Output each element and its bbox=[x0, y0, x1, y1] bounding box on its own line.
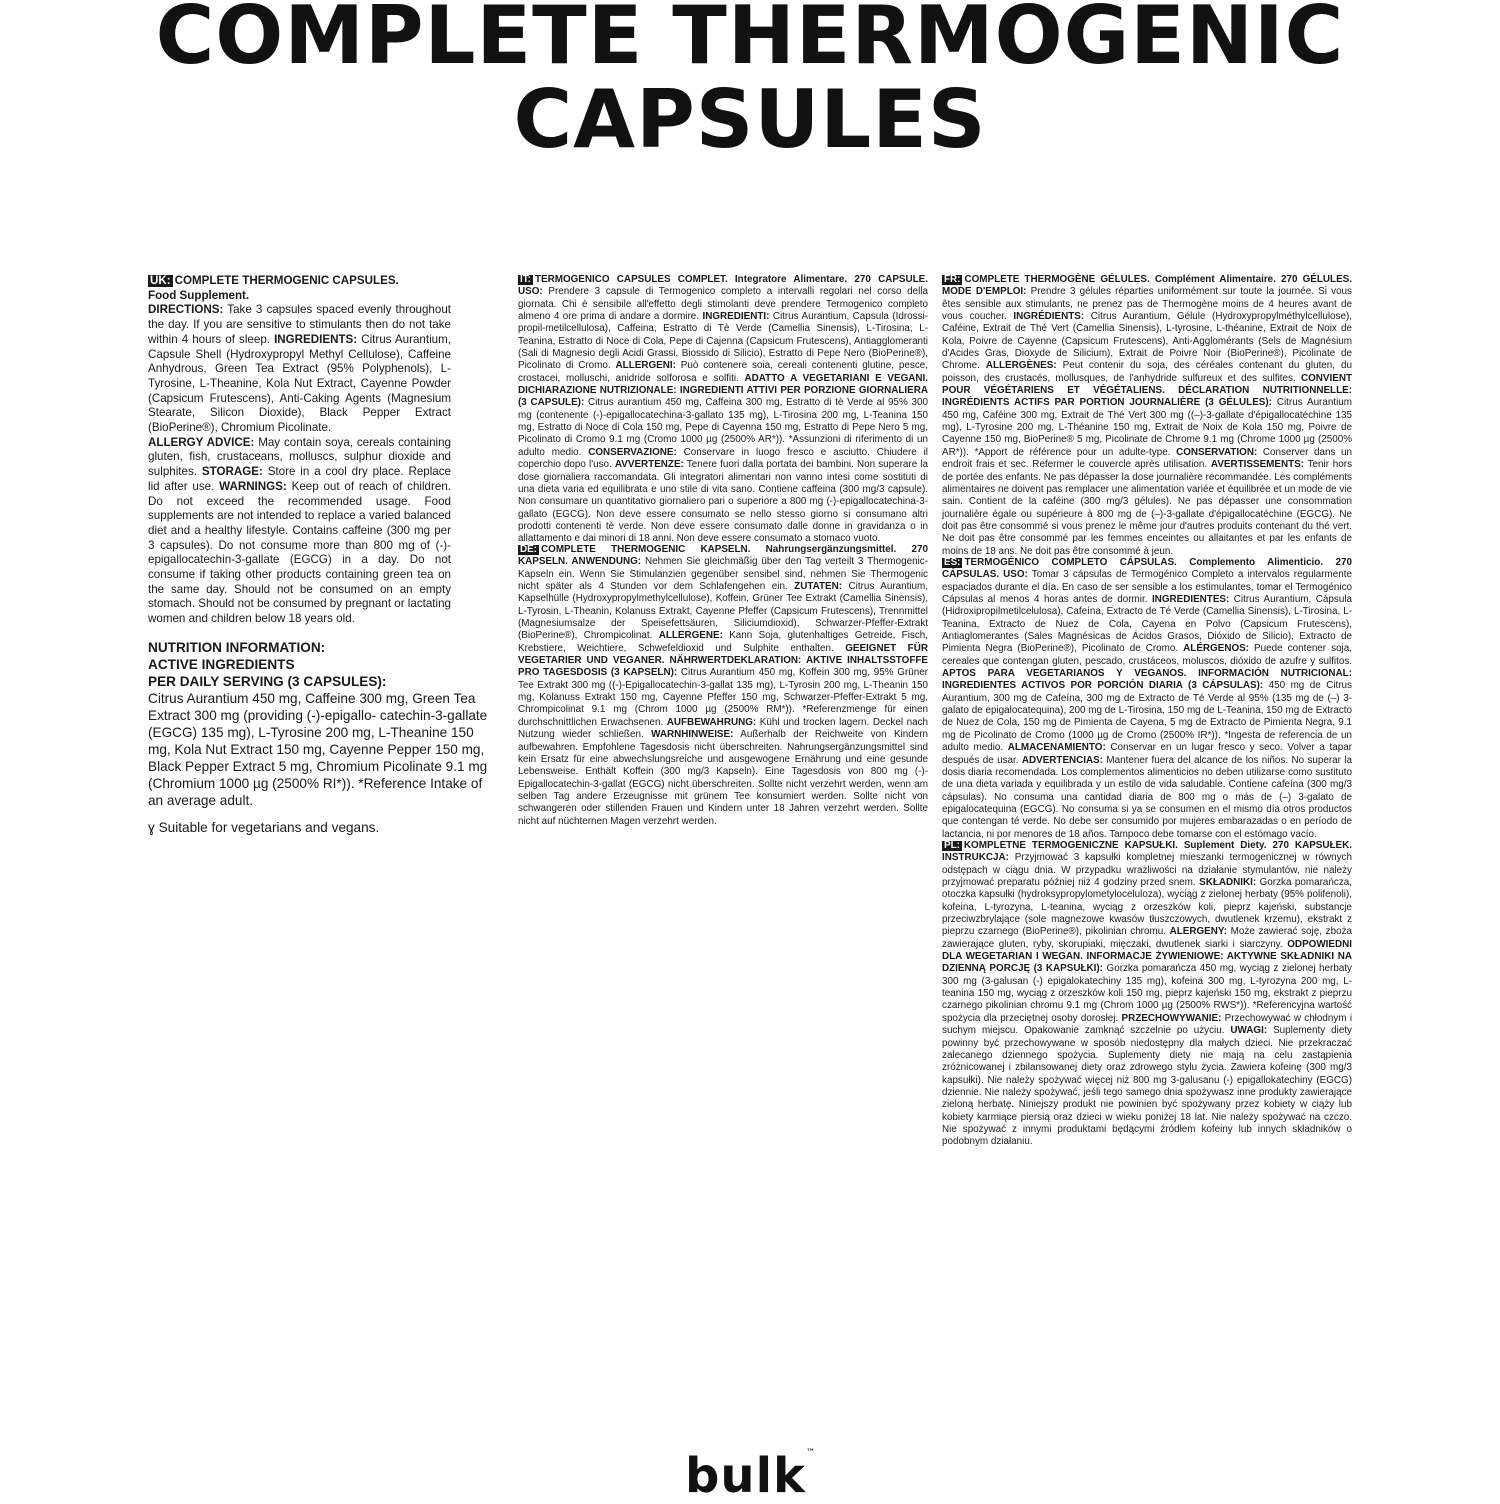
it-heading: TERMOGENICO CAPSULES COMPLET. Integratore Alimentare. 270 CAPSULE. USO: bbox=[518, 274, 928, 298]
it-text-5: Conservare in luogo fresco e asciutto. Chiudere il coperchio dopo l'uso. bbox=[518, 446, 928, 471]
uk-warnings-label: WARNINGS: bbox=[219, 479, 287, 493]
pl-section bbox=[942, 840, 1352, 1149]
fr-section bbox=[942, 274, 1352, 558]
pl-warnings-label: UWAGI: bbox=[1230, 1025, 1268, 1037]
uk-heading: COMPLETE THERMOGENIC CAPSULES. bbox=[174, 274, 399, 287]
uk-warnings: Keep out of reach of children. Do not exceed the recommended usage. Food supplements are not intended to replace a varied balanced diet and a healthy lifestyle. Contains caffeine (300 mg per 3 capsules). Do not consume more than 800 mg of (-)-epigallocatechin-3-gallate (EGCG) in a day. Do not consume if taking other products containing green tea on the same day. Should not be consumed on an empty stomach. Should not be consumed by pregnant or lactating women and children below 18 years old. bbox=[148, 479, 451, 626]
uk-nutrition-line-3: PER DAILY SERVING (3 CAPSULES): bbox=[148, 673, 387, 689]
uk-vegan-text: Suitable for vegetarians and vegans. bbox=[154, 819, 380, 835]
fr-heading: COMPLETE THERMOGÈNE GÉLULES. Complément Alimentaire. 270 GÉLULES. MODE D'EMPLOI: bbox=[942, 274, 1352, 298]
uk-ingredients: Citrus Aurantium, Capsule Shell (Hydroxypropyl Methyl Cellulose), Caffeine Anhydrous, Green Tea Extract (95% Polyphenols), L-Tyrosine, L-Theanine, Kola Nut Extract, Cayenne Powder (Capsicum Frutescens), Anti-Caking Agents (Magnesium Stearate, Silicon Dioxide), Black Pepper Extract (BioPerine®), Chromium Picolinate. bbox=[148, 332, 451, 435]
trademark-symbol: ™ bbox=[805, 1448, 815, 1458]
title-line-2: CAPSULES bbox=[513, 73, 987, 166]
de-text-5: Kühl und trocken lagern. Deckel nach Nutzung wieder schließen. bbox=[518, 716, 928, 741]
uk-subheading: Food Supplement. bbox=[148, 288, 250, 302]
es-storage-label: ALMACENAMIENTO: bbox=[1007, 742, 1106, 754]
es-nutrition-label: APTOS PARA VEGETARIANOS Y VEGANOS. INFORMACIÓN NUTRICIONAL: INGREDIENTES ACTIVOS POR PORCIÓN DIARIA (3 CÁPSULAS): bbox=[942, 668, 1352, 692]
it-text-3: Può contenere soia, cereali contenenti glutine, pesce, crostacei, molluschi, anidride solforosa e solfiti. bbox=[518, 360, 929, 384]
it-section bbox=[518, 274, 928, 546]
de-ingredients-label: ZUTATEN: bbox=[794, 581, 843, 593]
pl-storage-label: PRZECHOWYWANIE: bbox=[1121, 1012, 1222, 1024]
brand-logo bbox=[0, 1448, 1500, 1504]
de-warnings-label: WARNHINWEISE: bbox=[651, 729, 734, 741]
es-text-3: Puede contener soja, cereales que contengan gluten, pescado, crustáceos, moluscos, dióxido de azufre y sulfitos. bbox=[942, 643, 1352, 667]
de-section bbox=[518, 544, 928, 828]
uk-section bbox=[148, 274, 488, 836]
de-text-2: Citrus Aurantium, Kapselhülle (Hydroxypropylmethylcellulose), Koffein, Grüner Tee Extrakt (Camellia Sinensis), L-Tyrosin, L-Theanin, Kolanuss Extrakt, Cayenne Pfeffer (Capsicum Frutescens), Trennmittel (Magnesiumsalze der Speisefettsäuren, Siliciumdioxid), Schwarzer-Pfeffer-Extrakt (BioPerine®), Chrompicolinat. bbox=[518, 581, 928, 642]
uk-allergy: May contain soya, cereals containing gluten, fish, crustaceans, molluscs, sulphur dioxide and sulphites. bbox=[148, 435, 451, 479]
de-nutrition-label: GEEIGNET FÜR VEGETARIER UND VEGANER. NÄHRWERTDEKLARATION: AKTIVE INHALTSSTOFFE PRO TAGESDOSIS (3 KAPSELN): bbox=[518, 642, 928, 679]
pl-text-6: Suplementy diety powinny być przechowywane w sposób niedostępny dla małych dzieci. Nie przekraczać zalecanego dziennego spożycia. Suplementy diety nie mają na celu zastąpienia zróżnicowanej i zbilansowanej diety oraz zdrowego stylu życia. Zawiera kofeinę (300 mg/3 kapsułki). Nie należy spożywać więcej niż 800 mg 3-galusanu (-) epigallokatechiny (EGCG) dziennie. Nie należy spożywać, jeśli tego samego dnia spożywasz inne produkty zawierające zieloną herbatę. Niniejszy produkt nie powinien być spożywany przez kobiety w ciąży lub kobiety karmiące piersią oraz dzieci w wieku poniżej 18 lat. Nie należy spożywać na czczo. Nie spożywać z innymi produktami będącymi źródłem kofeiny lub innych składników o podobnym działaniu. bbox=[942, 1025, 1352, 1148]
de-text-6: Außerhalb der Reichweite von Kindern aufbewahren. Empfohlene Tagesdosis nicht überschreiten. Nahrungsergänzungsmittel sind kein Ersatz für eine abwechslungsreiche und ausgewogene Ernährung und eine gesunde Lebensweise. Enthält Koffein (300 mg/3 Kapseln). Eine Tagesdosis von 800 mg (-)-Epigallocatechin-3-gallat (EGCG) nicht überschreiten. Sollte nicht verzehrt werden, wenn am selben Tag andere Erzeugnisse mit grünem Tee konsumiert werden. Sollte nicht von schwangeren oder stillenden Frauen und Kindern unter 18 Jahren verzehrt werden. Sollte nicht auf nüchternen Magen verzehrt werden. bbox=[518, 729, 929, 827]
de-text-1: Nehmen Sie gleichmäßig über den Tag verteilt 3 Thermogenic-Kapseln ein. Wenn Sie Stimulanzien gegenüber sensibel sind, nehmen Sie Thermogenic nicht später als 4 Stunden vor dem Schlafengehen ein. bbox=[518, 556, 928, 593]
it-text-2: Citrus Aurantium, Capsula (Idrossi-propil-metilcellulosa), Caffeina, Estratto di Tè Verde (Camellia Sinensis), L-Tirosina, L-Teanina, Estratto di Noce di Cola, Pepe di Cajenna (Capsicum Frutescens), Antiagglomeranti (Sali di Magnesio degli Acidi Grassi, Biossido di Silicio), Estratto di Pepe Nero (BioPerine®), Picolinato di Cromo. bbox=[518, 311, 929, 372]
it-allergens-label: ALLERGENI: bbox=[615, 360, 676, 372]
vegan-icon: ɣ bbox=[148, 819, 155, 835]
es-text-6: Mantener fuera del alcance de los niños. No superar la dosis diaria recomendada. Los complementos alimenticios no deben utilizarse como sustituto de una dieta variada y equilibrada y un estilo de vida saludable. Contiene cafeína (300 mg/3 cápsulas). No consuma una cantidad diaria de 800 mg o más de (–) 3-galato de epigalocatequina (EGCG). No consuma si ya se consumen en el mismo día otros productos que contengan té verde. No debe ser consumido por mujeres embarazadas o en período de lactancia, ni por menores de 18 años. Tampoco debe tomarse con el estómago vacío. bbox=[942, 754, 1352, 840]
fr-nutrition-label: CONVIENT POUR VÉGÉTARIENS ET VÉGÉTALIENS. DÉCLARATION NUTRITIONNELLE: INGRÉDIENTS ACTIFS PAR PORTION JOURNALIÈRE (3 GÉLULES): bbox=[942, 372, 1352, 409]
pl-heading: KOMPLETNE TERMOGENICZNE KAPSUŁKI. Suplement Diety. 270 KAPSUŁEK. INSTRUKCJA: bbox=[942, 840, 1352, 864]
fr-text-5: Conserver dans un endroit frais et sec. Refermer le couvercle après utilisation. bbox=[942, 446, 1353, 471]
pl-text-2: Gorzka pomarańcza, otoczka kapsułki (hydroksypropylometyloceluloza), wyciąg z zielonej herbaty (95% polifenoli), kofeina, L-tyrozyna, L-teanina, wyciąg z orzeszków koli, pieprz kajeński, substancje przeciwzbrylające (sole magnezowe kwasów tłuszczowych, dwutlenek krzemu), ekstrakt z pieprzu czarnego (BioPerine®), pikolinian chromu. bbox=[942, 877, 1353, 938]
uk-nutrition-body: Citrus Aurantium 450 mg, Caffeine 300 mg, Green Tea Extract 300 mg (providing (-)-epigallo- catechin-3-gallate (EGCG) 135 mg), L-Tyrosine 200 mg, L-Theanine 150 mg, Kola Nut Extract 150 mg, Cayenne Pepper 150 mg, Black Pepper Extract 5 mg, Chromium Picolinate 9.1 mg (Chromium 1000 µg (2500% RI*)). *Reference Intake of an average adult. bbox=[148, 690, 488, 808]
it-text-1: Prendere 3 capsule di Termogenico completo a intervalli regolari nel corso della giornata. Chi è sensibile all'effetto degli stimolanti deve prendere Termogenico completo almeno 4 ore prima di andare a dormire. bbox=[518, 286, 928, 323]
uk-storage: Store in a cool dry place. Replace lid after use. bbox=[148, 465, 451, 493]
de-storage-label: AUFBEWAHRUNG: bbox=[666, 716, 757, 728]
uk-storage-label: STORAGE: bbox=[201, 465, 263, 479]
it-warnings-label: AVVERTENZE: bbox=[614, 459, 684, 471]
pl-ingredients-label: SKŁADNIKI: bbox=[1199, 877, 1257, 889]
fr-allergens-label: ALLERGÈNES: bbox=[985, 360, 1057, 372]
es-text-4: 450 mg de Citrus Aurantium, 300 mg de Cafeína, 300 mg de Extracto de Té Verde al 95% (135 mg de (–) 3-galato de epigalocatequina), 200 mg de L-Tirosina, 150 mg de L-Teanina, 150 mg de Extracto de Nuez de Cola, 150 mg de Pimienta de Cayena, 5 mg de Extracto de Pimienta Negra, 9.1 mg de Picolinato de Cromo (1000 µg de Cromo (2500% IR*)). *Ingesta de referencia de un adulto medio. bbox=[942, 680, 1352, 754]
fr-text-6: Tenir hors de portée des enfants. Ne pas dépasser la dose journalière recommandée. Les compléments alimentaires ne doivent pas remplacer une alimentation variée et équilibrée et un mode de vie sain. Contient de la caféine (300 mg/3 gélules). Ne pas dépasser une consommation journalière égale ou supérieure à 800 mg de (–)-3-gallate d'épigallocatéchine (EGCG). Ne doit pas être consommé si vous prenez le même jour d'autres produits contenant du thé vert. Ne doit pas être consommé par les femmes enceintes ou allaitantes et par les enfants de moins de 18 ans. Ne doit pas être consommé à jeun. bbox=[942, 459, 1353, 557]
es-text-2: Citrus Aurantium, Cápsula (Hidroxipropilmetilcelulosa), Cafeína, Extracto de Té Verde (Camellia Sinensis), L-Tirosina, L-Teanina, Extracto de Nuez de Cola, Cayena en Polvo (Capsicum Frutescens), Antiaglomerantes (Sales Magnésicas de Ácidos Grasos, Dióxido de Silicio), Extracto de Pimienta Negra (BioPerine®), Picolinato de Cromo. bbox=[942, 594, 1353, 655]
pl-text-1: Przyjmować 3 kapsułki kompletnej mieszanki termogenicznej w równych odstępach w ciągu dnia. W przypadku wrażliwości na działanie stymulantów, nie należy przyjmować preparatu później niż 4 godziny przed snem. bbox=[942, 852, 1352, 889]
es-section bbox=[942, 557, 1352, 841]
uk-language-badge: UK: bbox=[150, 274, 171, 287]
es-heading: TERMOGÉNICO COMPLETO CÁPSULAS. Complemento Alimenticio. 270 CÁPSULAS. USO: bbox=[942, 557, 1352, 581]
it-language-badge: IT: bbox=[520, 274, 531, 285]
uk-directions-label: DIRECTIONS: bbox=[148, 303, 224, 317]
uk-ingredients-label: INGREDIENTS: bbox=[274, 332, 358, 346]
uk-nutrition-line-1: NUTRITION INFORMATION: bbox=[148, 639, 326, 655]
de-text-4: Citrus Aurantium 450 mg, Koffein 300 mg, 95% Grüner Tee Extrakt 300 mg ((-)-Epigallocatechin-3-gallat 135 mg), L-Tyrosin 200 mg, L-Theanin 150 mg, Kolanuss Extrakt 150 mg, Cayenne Pfeffer 150 mg, Schwarzer-Pfeffer-Extrakt 5 mg, Chrompicolinat 9.1 mg (Chrom 1000 µg (2500% RM*)). *Referenzmenge für einen durchschnittlichen Erwachsenen. bbox=[518, 667, 928, 728]
es-language-badge: ES: bbox=[944, 557, 961, 568]
de-heading: COMPLETE THERMOGENIC KAPSELN. Nahrungsergänzungsmittel. 270 KAPSELN. ANWENDUNG: bbox=[518, 544, 928, 568]
uk-directions: Take 3 capsules spaced evenly throughout the day. If you are sensitive to stimulants then do not take within 4 hours of sleep. bbox=[148, 303, 451, 346]
fr-warnings-label: AVERTISSEMENTS: bbox=[1210, 459, 1305, 471]
pl-language-badge: PL: bbox=[944, 840, 960, 851]
es-allergens-label: ALÉRGENOS: bbox=[1183, 643, 1250, 655]
uk-nutrition-heading bbox=[148, 639, 493, 690]
logo-wordmark: bulk bbox=[685, 1448, 806, 1504]
uk-vegan-note bbox=[148, 819, 498, 836]
fr-text-4: Citrus Aurantium 450 mg, Caféine 300 mg, Extrait de Thé Vert 300 mg ((–)-3-gallate d'épigallocatéchine 135 mg), L-Tyrosine 200 mg, L-Théanine 150 mg, Extrait de Noix de Kola 150 mg, Poivre de Cayenne 150 mg, BioPerine® 5 mg, Picolinate de Chrome 9.1 mg (Chrome 1000 µg (2500% AR*)). *Apport de référence pour un adulte-type. bbox=[942, 397, 1352, 458]
pl-text-4: Gorzka pomarańcza 450 mg, wyciąg z zielonej herbaty 300 mg (3-galusan (-) epigalokatechiny 135 mg), kofeina 300 mg, L-tyrozyna 200 mg, L-teanina 150 mg, wyciąg z orzeszków koli 150 mg, pieprz kajeński 150 mg, ekstrakt z pieprzu czarnego pikolinian chromu 9.1 mg (Chrom 1000 µg (2500% RWS*)). *Referencyjna wartość spożycia dla przeciętnej osoby dorosłej. bbox=[942, 963, 1352, 1024]
it-nutrition-label: ADATTO A VEGETARIANI E VEGANI. DICHIARAZIONE NUTRIZIONALE: INGREDIENTI ATTIVI PER PORZIONE GIORNALIERA (3 CAPSULE): bbox=[518, 372, 928, 409]
title-line-1: COMPLETE THERMOGENIC bbox=[155, 0, 1345, 82]
de-language-badge: DE: bbox=[520, 544, 538, 555]
fr-text-2: Citrus Aurantium, Gélule (Hydroxypropylméthylcellulose), Caféine, Extrait de Thé Vert (Camellia Sinensis), L-tyrosine, L-théanine, Extrait de Noix de Kola, Poivre de Cayenne (Capsicum Frutescens), Anti-Agglomérants (Sels de Magnésium d'Acides Gras, Dioxyde de Silicium), Extrait de Poivre Noir (BioPerine®), Picolinate de Chrome. bbox=[942, 311, 1352, 372]
de-text-3: Kann Soja, glutenhaltiges Getreide, Fisch, Krebstiere, Weichtiere, Schwefeldioxid und Sulphite enthalten. bbox=[518, 630, 928, 654]
pl-allergens-label: ALERGENY: bbox=[1169, 926, 1228, 938]
uk-allergy-label: ALLERGY ADVICE: bbox=[148, 435, 255, 449]
pl-nutrition-label: ODPOWIEDNI DLA WEGETARIAN I WEGAN. INFORMACJE ŻYWIENIOWE: AKTYWNE SKŁADNIKI NA DZIENNĄ PORCJĘ (3 KAPSUŁKI): bbox=[942, 938, 1352, 975]
pl-text-3: Może zawierać soję, zboża zawierające gluten, ryby, skorupiaki, mięczaki, dwutlenek siarki i siarczyny. bbox=[942, 926, 1352, 950]
fr-ingredients-label: INGRÉDIENTS: bbox=[1013, 311, 1085, 323]
fr-text-1: Prendre 3 gélules réparties uniformément sur toute la journée. Si vous êtes sensible aux stimulants, ne prenez pas de Thermogène moins de 4 heures avant de vous coucher. bbox=[942, 286, 1352, 323]
it-text-6: Tenere fuori dalla portata dei bambini. Non superare la dose giornaliera raccomandata. Gli integratori alimentari non vanno intesi come sostituti di una dieta varia ed equilibrata e uno stile di vita sano. Contiene caffeina (300 mg/3 capsule). Non consumare un quantitativo giornaliero pari o superiore a 800 mg (-)-epigallocatechina-3-gallato (EGCG). Non deve essere consumato se nello stesso giorno si consumano altri prodotti contenenti tè verde. Non deve essere consumato dalle donne in gravidanza o in allattamento e dai minori di 18 anni. Non deve essere consumato a stomaco vuoto. bbox=[518, 459, 928, 545]
it-storage-label: CONSERVAZIONE: bbox=[588, 446, 677, 458]
fr-text-3: Peut contenir du soja, des céréales contenant du gluten, du poisson, des crustacés, mollusques, de l'anhydride sulfureux et des sulfites. bbox=[942, 360, 1353, 384]
page-title bbox=[0, 0, 1500, 166]
it-ingredients-label: INGREDIENTI: bbox=[702, 311, 770, 323]
es-warnings-label: ADVERTENCIAS: bbox=[1021, 754, 1104, 766]
uk-nutrition-line-2: ACTIVE INGREDIENTS bbox=[148, 656, 295, 672]
es-text-1: Tomar 3 cápsulas de Termogénico Completo a intervalos regularmente espaciados durante el día. En caso de ser sensible a los estimulantes, tomar el Termogénico Cápsulas al menos 4 horas antes de dormir. bbox=[942, 569, 1352, 606]
fr-storage-label: CONSERVATION: bbox=[1176, 446, 1258, 458]
es-text-5: Conservar en un lugar fresco y seco. Volver a tapar después de usar. bbox=[942, 742, 1352, 766]
pl-text-5: Przechowywać w chłodnym i suchym miejscu. Opakowanie zamknąć szczelnie po użyciu. bbox=[942, 1012, 1353, 1037]
it-text-4: Citrus aurantium 450 mg, Caffeina 300 mg, Estratto di tè Verde al 95% 300 mg (contenente (-)-epigallocatechina-3-gallato 135 mg), L-Tirosina 200 mg, L-Teanina 150 mg, Estratto di Noce di Cola 150 mg, Pepe di Cayenna 150 mg, Estratto di Pepe Nero 5 mg, Picolinato di Cromo 9.1 mg (Cromo 1000 µg (2500% AR*)). *Assunzioni di riferimento di un adulto medio. bbox=[518, 397, 928, 458]
uk-body bbox=[148, 303, 451, 626]
fr-language-badge: FR: bbox=[944, 274, 961, 285]
de-allergens-label: ALLERGENE: bbox=[658, 630, 723, 642]
es-ingredients-label: INGREDIENTES: bbox=[1151, 594, 1230, 606]
